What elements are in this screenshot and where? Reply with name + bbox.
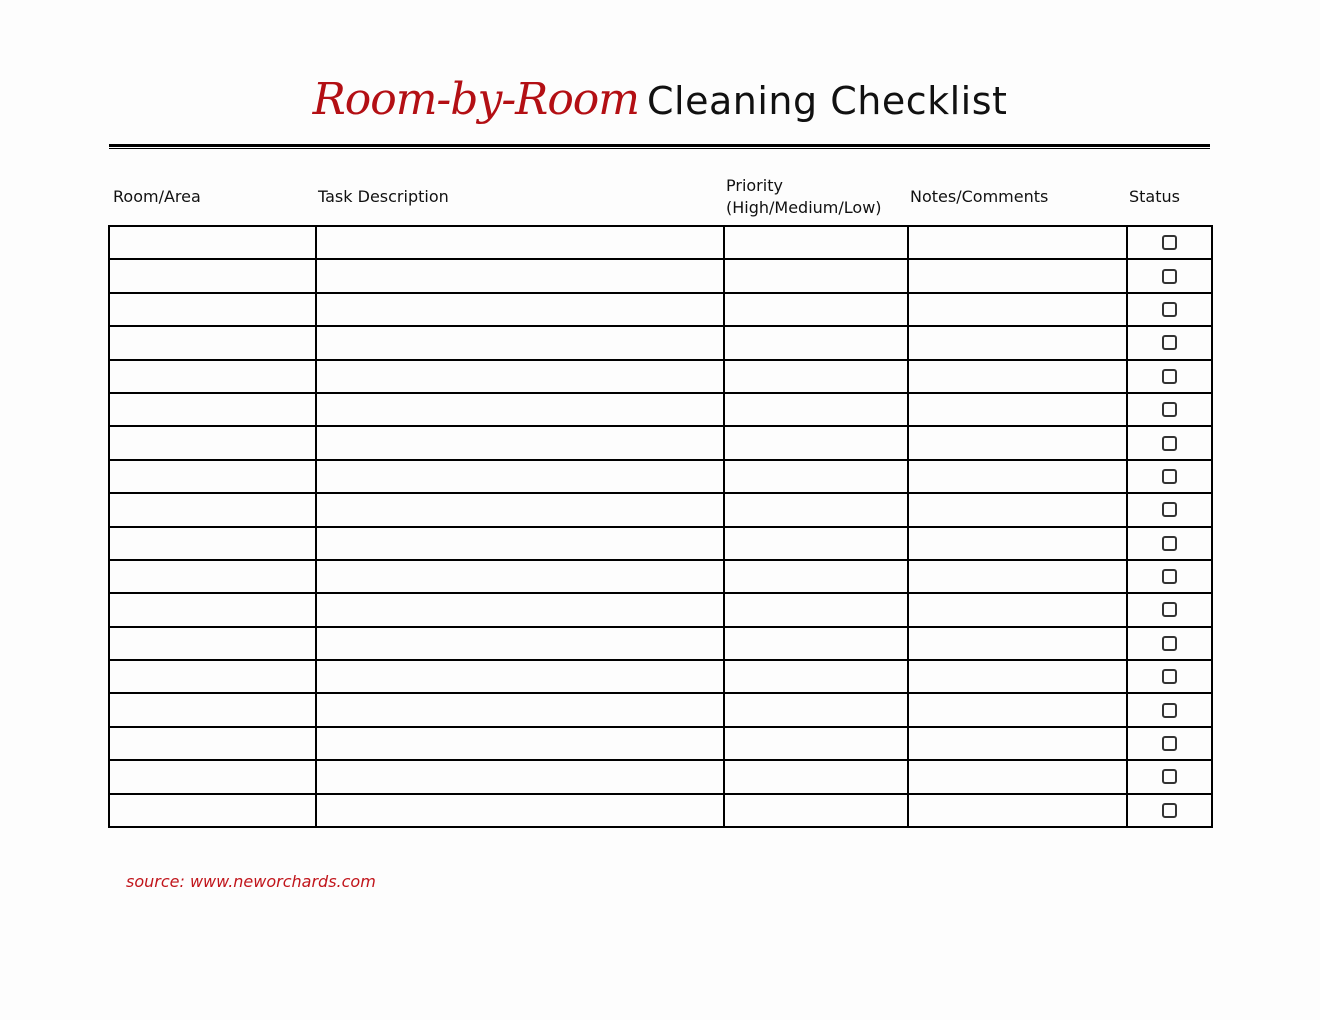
table-row <box>109 259 1212 292</box>
status-checkbox[interactable] <box>1162 335 1177 350</box>
task-description-cell[interactable] <box>316 226 724 259</box>
header-priority <box>726 175 882 219</box>
task-description-cell[interactable] <box>316 593 724 626</box>
header-priority-label: Priority <box>726 176 783 195</box>
task-description-cell[interactable] <box>316 426 724 459</box>
priority-cell[interactable] <box>724 360 908 393</box>
task-description-cell[interactable] <box>316 259 724 292</box>
task-description-cell[interactable] <box>316 326 724 359</box>
status-cell <box>1127 560 1212 593</box>
task-description-cell[interactable] <box>316 460 724 493</box>
room-area-cell[interactable] <box>109 326 316 359</box>
notes-cell[interactable] <box>908 760 1127 793</box>
status-checkbox[interactable] <box>1162 302 1177 317</box>
status-cell <box>1127 360 1212 393</box>
status-checkbox[interactable] <box>1162 269 1177 284</box>
notes-cell[interactable] <box>908 727 1127 760</box>
status-cell <box>1127 794 1212 827</box>
status-checkbox[interactable] <box>1162 636 1177 651</box>
status-checkbox[interactable] <box>1162 436 1177 451</box>
notes-cell[interactable] <box>908 693 1127 726</box>
priority-cell[interactable] <box>724 493 908 526</box>
status-checkbox[interactable] <box>1162 469 1177 484</box>
status-checkbox[interactable] <box>1162 669 1177 684</box>
checklist-table <box>108 225 1213 828</box>
notes-cell[interactable] <box>908 527 1127 560</box>
status-cell <box>1127 426 1212 459</box>
room-area-cell[interactable] <box>109 693 316 726</box>
table-row <box>109 693 1212 726</box>
table-row <box>109 293 1212 326</box>
table-row <box>109 527 1212 560</box>
header-status: Status <box>1129 187 1180 206</box>
priority-cell[interactable] <box>724 259 908 292</box>
notes-cell[interactable] <box>908 660 1127 693</box>
priority-cell[interactable] <box>724 393 908 426</box>
status-cell <box>1127 293 1212 326</box>
table-row <box>109 393 1212 426</box>
status-checkbox[interactable] <box>1162 803 1177 818</box>
notes-cell[interactable] <box>908 426 1127 459</box>
page-title <box>0 74 1320 125</box>
table-row <box>109 593 1212 626</box>
status-checkbox[interactable] <box>1162 703 1177 718</box>
room-area-cell[interactable] <box>109 527 316 560</box>
priority-cell[interactable] <box>724 460 908 493</box>
task-description-cell[interactable] <box>316 693 724 726</box>
priority-cell[interactable] <box>724 794 908 827</box>
notes-cell[interactable] <box>908 293 1127 326</box>
notes-cell[interactable] <box>908 460 1127 493</box>
priority-cell[interactable] <box>724 426 908 459</box>
priority-cell[interactable] <box>724 326 908 359</box>
room-area-cell[interactable] <box>109 426 316 459</box>
room-area-cell[interactable] <box>109 794 316 827</box>
status-checkbox[interactable] <box>1162 369 1177 384</box>
table-row <box>109 760 1212 793</box>
table-row <box>109 426 1212 459</box>
table-row <box>109 794 1212 827</box>
status-checkbox[interactable] <box>1162 502 1177 517</box>
task-description-cell[interactable] <box>316 760 724 793</box>
title-divider-thick <box>109 144 1210 147</box>
status-cell <box>1127 593 1212 626</box>
status-cell <box>1127 493 1212 526</box>
status-cell <box>1127 760 1212 793</box>
room-area-cell[interactable] <box>109 493 316 526</box>
source-credit: source: www.neworchards.com <box>126 872 376 891</box>
status-cell <box>1127 326 1212 359</box>
notes-cell[interactable] <box>908 593 1127 626</box>
room-area-cell[interactable] <box>109 293 316 326</box>
task-description-cell[interactable] <box>316 627 724 660</box>
table-row <box>109 226 1212 259</box>
priority-cell[interactable] <box>724 226 908 259</box>
table-row <box>109 560 1212 593</box>
status-checkbox[interactable] <box>1162 235 1177 250</box>
status-cell <box>1127 527 1212 560</box>
room-area-cell[interactable] <box>109 760 316 793</box>
checklist-body <box>109 226 1212 827</box>
task-description-cell[interactable] <box>316 493 724 526</box>
room-area-cell[interactable] <box>109 259 316 292</box>
priority-cell[interactable] <box>724 660 908 693</box>
room-area-cell[interactable] <box>109 660 316 693</box>
status-cell <box>1127 226 1212 259</box>
status-checkbox[interactable] <box>1162 402 1177 417</box>
room-area-cell[interactable] <box>109 460 316 493</box>
notes-cell[interactable] <box>908 326 1127 359</box>
task-description-cell[interactable] <box>316 794 724 827</box>
table-row <box>109 460 1212 493</box>
table-row <box>109 727 1212 760</box>
priority-cell[interactable] <box>724 527 908 560</box>
status-checkbox[interactable] <box>1162 736 1177 751</box>
priority-cell[interactable] <box>724 593 908 626</box>
priority-cell[interactable] <box>724 627 908 660</box>
notes-cell[interactable] <box>908 393 1127 426</box>
room-area-cell[interactable] <box>109 627 316 660</box>
task-description-cell[interactable] <box>316 360 724 393</box>
notes-cell[interactable] <box>908 794 1127 827</box>
status-checkbox[interactable] <box>1162 569 1177 584</box>
status-cell <box>1127 660 1212 693</box>
status-cell <box>1127 393 1212 426</box>
task-description-cell[interactable] <box>316 560 724 593</box>
status-cell <box>1127 727 1212 760</box>
status-cell <box>1127 627 1212 660</box>
priority-cell[interactable] <box>724 560 908 593</box>
status-cell <box>1127 259 1212 292</box>
task-description-cell[interactable] <box>316 293 724 326</box>
status-cell <box>1127 460 1212 493</box>
header-priority-options: (High/Medium/Low) <box>726 198 882 217</box>
priority-cell[interactable] <box>724 760 908 793</box>
task-description-cell[interactable] <box>316 660 724 693</box>
status-cell <box>1127 693 1212 726</box>
status-checkbox[interactable] <box>1162 769 1177 784</box>
notes-cell[interactable] <box>908 493 1127 526</box>
priority-cell[interactable] <box>724 727 908 760</box>
task-description-cell[interactable] <box>316 393 724 426</box>
task-description-cell[interactable] <box>316 527 724 560</box>
room-area-cell[interactable] <box>109 593 316 626</box>
task-description-cell[interactable] <box>316 727 724 760</box>
table-row <box>109 326 1212 359</box>
table-row <box>109 627 1212 660</box>
room-area-cell[interactable] <box>109 560 316 593</box>
room-area-cell[interactable] <box>109 727 316 760</box>
room-area-cell[interactable] <box>109 393 316 426</box>
table-row <box>109 660 1212 693</box>
notes-cell[interactable] <box>908 259 1127 292</box>
notes-cell[interactable] <box>908 560 1127 593</box>
header-notes-comments: Notes/Comments <box>910 187 1049 206</box>
notes-cell[interactable] <box>908 226 1127 259</box>
header-room-area: Room/Area <box>113 187 201 206</box>
table-row <box>109 360 1212 393</box>
title-divider-thin <box>109 148 1210 149</box>
status-checkbox[interactable] <box>1162 536 1177 551</box>
table-row <box>109 493 1212 526</box>
notes-cell[interactable] <box>908 360 1127 393</box>
notes-cell[interactable] <box>908 627 1127 660</box>
title-accent: Room-by-Room <box>312 74 640 125</box>
header-task-description: Task Description <box>318 187 449 206</box>
status-checkbox[interactable] <box>1162 602 1177 617</box>
title-rest: Cleaning Checklist <box>647 79 1008 123</box>
priority-cell[interactable] <box>724 693 908 726</box>
priority-cell[interactable] <box>724 293 908 326</box>
room-area-cell[interactable] <box>109 360 316 393</box>
room-area-cell[interactable] <box>109 226 316 259</box>
